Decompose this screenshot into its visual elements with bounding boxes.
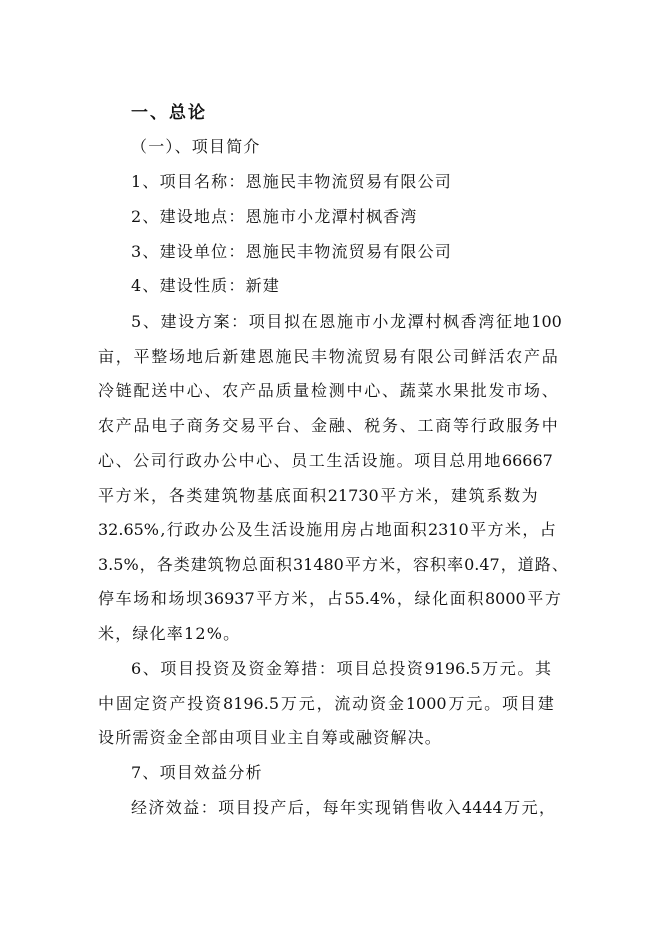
plan-line-6: 平 方 米 ， 各 类 建 筑 物 基 底 面 积 21730 平 方 米 ， 建 筑 系 数 为 bbox=[98, 486, 538, 505]
section-heading: 一、总论 bbox=[131, 103, 207, 123]
plan-line-3: 冷 链 配 送 中 心 、 农 产 品 质 量 检 测 中 心 、 蔬 菜 水 果 批 发 市 场 、 bbox=[98, 381, 558, 400]
item-project-name: 1、项目名称：恩施民丰物流贸易有限公司 bbox=[131, 172, 452, 191]
economic-benefit-line: 经 济 效 益 ： 项 目 投 产 后 ， 每 年 实 现 销 售 收 入 4444 万 元 ， bbox=[131, 798, 555, 817]
investment-line-2: 中 固 定 资 产 投 资 8196.5 万 元 ， 流 动 资 金 1000 万 元 。 项 目 建 bbox=[98, 694, 554, 713]
subsection-heading: （一）、项目简介 bbox=[131, 137, 261, 156]
investment-line-1: 6 、 项 目 投 资 及 资 金 筹 措 ： 项 目 总 投 资 9196.5 万 元 。 其 bbox=[131, 659, 551, 678]
plan-line-10: 米，绿化率12%。 bbox=[98, 624, 241, 643]
investment-line-3: 设所需资金全部由项目业主自筹或融资解决。 bbox=[98, 728, 443, 747]
item-location: 2、建设地点：恩施市小龙潭村枫香湾 bbox=[131, 207, 418, 226]
plan-line-7: 32.65% , 行 政 办 公 及 生 活 设 施 用 房 占 地 面 积 2310 平 方 米 ， 占 bbox=[98, 520, 556, 539]
plan-line-5: 心 、 公 司 行 政 办 公 中 心 、 员 工 生 活 设 施 。 项 目 总 用 地 66667 bbox=[98, 451, 553, 470]
plan-line-4: 农 产 品 电 子 商 务 交 易 平 台 、 金 融 、 税 务 、 工 商 等 行 政 服 务 中 bbox=[98, 416, 558, 435]
plan-line-8: 3.5% ， 各 类 建 筑 物 总 面 积 31480 平 方 米 ， 容 积 率 0.47 ， 道 路 、 bbox=[98, 555, 568, 574]
item-unit: 3、建设单位：恩施民丰物流贸易有限公司 bbox=[131, 242, 452, 261]
plan-line-1: 5 、 建 设 方 案 ： 项 目 拟 在 恩 施 市 小 龙 潭 村 枫 香 湾 征 地 100 bbox=[131, 312, 562, 331]
benefit-heading: 7、项目效益分析 bbox=[131, 763, 263, 782]
plan-line-9: 停 车 场 和 场 坝 36937 平 方 米 ， 占 55.4% ， 绿 化 面 积 8000 平 方 bbox=[98, 589, 561, 608]
item-nature: 4、建设性质：新建 bbox=[131, 276, 280, 295]
plan-line-2: 亩 ， 平 整 场 地 后 新 建 恩 施 民 丰 物 流 贸 易 有 限 公 司 鲜 活 农 产 品 bbox=[98, 347, 558, 366]
